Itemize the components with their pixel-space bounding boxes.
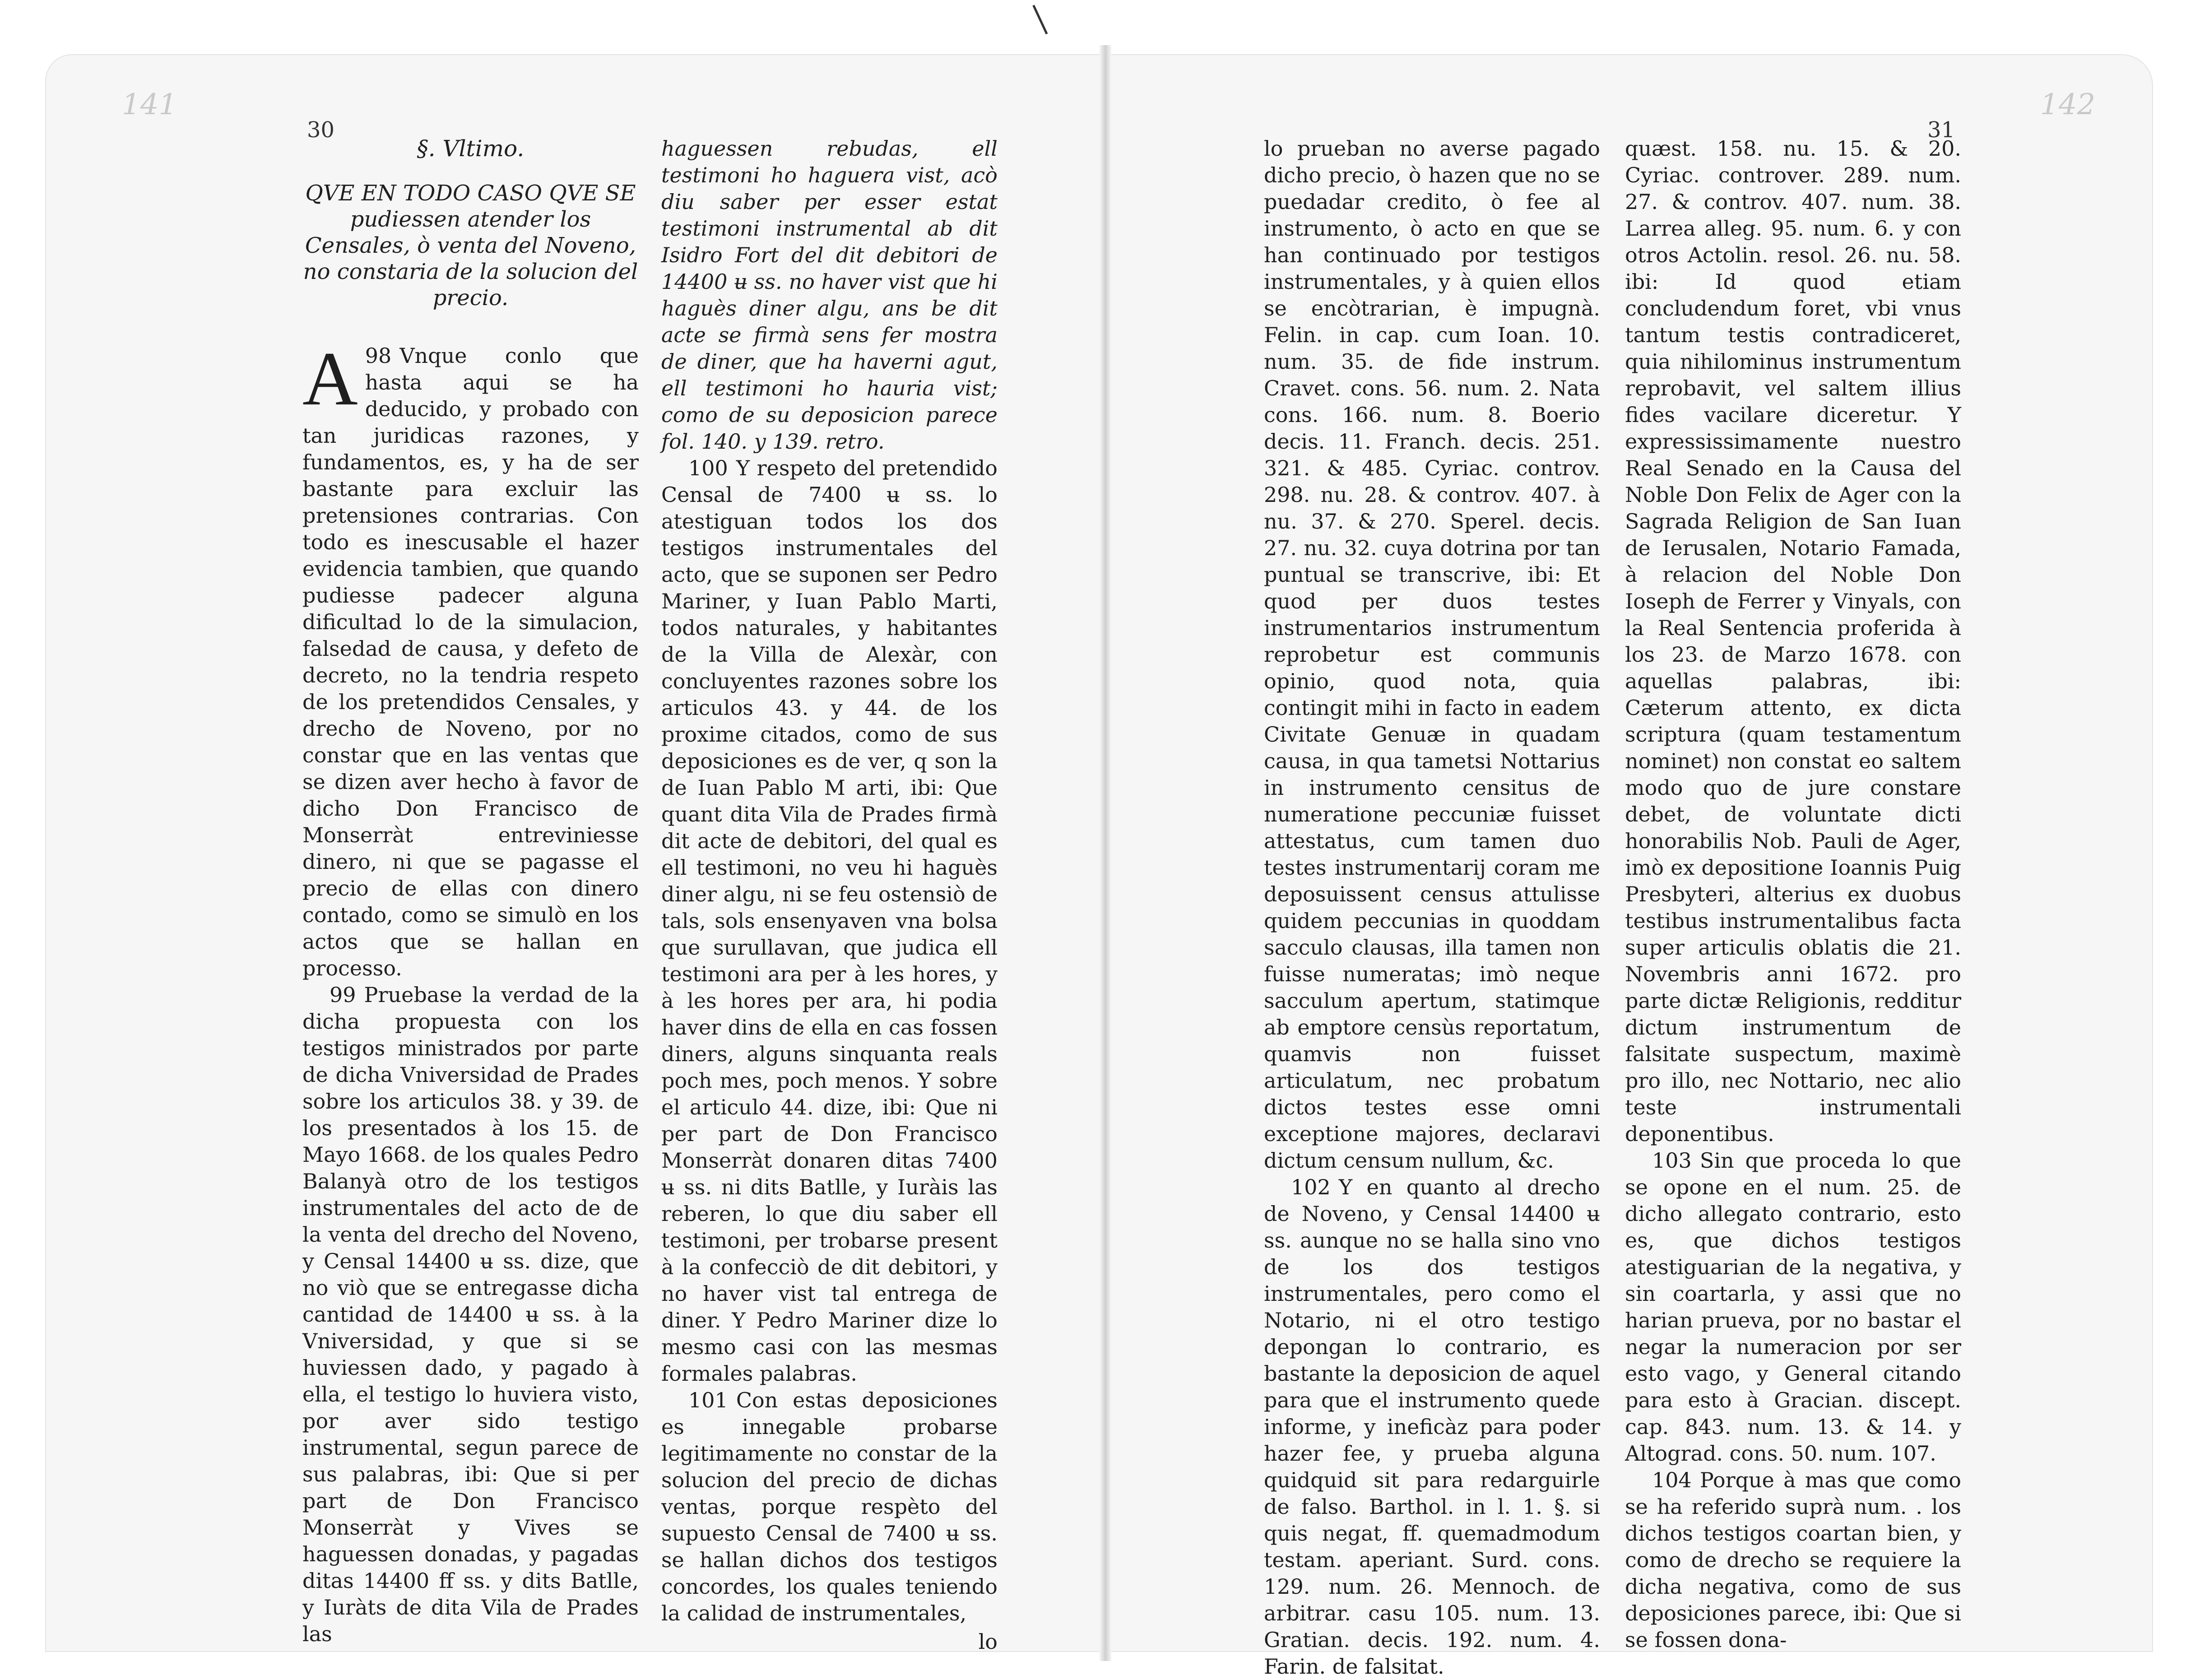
right-column-1	[1264, 135, 1600, 1680]
left-column-1	[302, 135, 639, 1648]
paragraph-101	[661, 1387, 998, 1627]
paragraph-98	[302, 336, 639, 982]
left-column-2	[661, 135, 998, 1655]
paragraph-number: 101	[688, 1388, 728, 1412]
drop-cap: A	[302, 336, 358, 421]
book-gutter	[1100, 45, 1111, 1661]
continuation-text: quæst. 158. nu. 15. & 20. Cyriac. controver. 289. num. 27. & controv. 407. num. 38. Larrea alleg. 95. num. 6. y con otros Actolin. resol. 26. nu. 58. ibi: Id quod etiam concludendum foret, vbi vnus tantum testis contradiceret, quia nihilominus instrumentum reprobavit, vel saltem illius fides vacilare diceretur. Y expressissimamente nuestro Real Senado en la Causa del Noble Don Felix de Ager con la Sagrada Religion de San Iuan de Ierusalen, Notario Famada, à relacion del Noble Don Ioseph de Ferrer y Vinyals, con la Real Sentencia proferida à los 23. de Marzo 1678. con aquellas palabras, ibi: Cæterum attento, ex dicta scriptura (quam testamentum nominet) non constat eo saltem modo quo de jure constare debet, de voluntate dicti honorabilis Nob. Pauli de Ager, imò ex depositione Ioannis Puig Presbyteri, alterius ex duobus testibus instrumentalibus facta super articulis oblatis die 21. Novembris anni 1672. pro parte dictæ Religionis, redditur dictum instrumentum de falsitate suspectum, maximè pro illo, nec Nottario, nec alio teste instrumentali deponentibus.	[1625, 136, 1961, 1146]
paragraph-text: Pruebase la verdad de la dicha propuesta con los testigos ministrados por parte de dicha Vniversidad de Prades sobre los articulos 38. y 39. de los presentados à los 15. de Mayo 1668. de los quales Pedro Balanyà otro de los testigos instrumentales del acto de de la venta del drecho del Noveno, y Censal 14400 ʉ ss. dize, que no viò que se entregasse dicha cantidad de 14400 ʉ ss. à la Vniversidad, y que si se huviessen dado, y pagado à ella, el testigo lo huviera visto, por aver sido testigo instrumental, segun parece de sus palabras, ibi: Que si per part de Don Francisco Monserràt y Vives se haguessen donadas, y pagadas ditas 14400 ff ss. y dits Batlle, y Iuràts de dita Vila de Prades las	[302, 983, 639, 1646]
continuation-text: haguessen rebudas, ell testimoni ho haguera vist, acò diu saber per esser estat testimoni instrumental ab dit Isidro Fort del dit debitori de 14400 ʉ ss. no haver vist que hi haguès diner algu, ans be dit acte se firmà sens fer mostra de diner, que ha haverni agut, ell testimoni ho hauria vist; como de su deposicion parece fol. 140. y 139. retro.	[661, 136, 998, 454]
section-heading: QVE EN TODO CASO QVE SE pudiessen atender los Censales, ò venta del Noveno, no constaria de la solucion del precio.	[303, 181, 638, 311]
pencil-folio-left: 141	[122, 88, 177, 121]
section-mark: §. Vltimo.	[417, 135, 524, 162]
page-number-right: 31	[1927, 117, 1955, 143]
paragraph-99	[302, 982, 639, 1648]
paragraph-text: Y en quanto al drecho de Noveno, y Censal 14400 ʉ ss. aunque no se halla sino vno de los dos testigos instrumentales, pero como el Notario, ni el otro testigo depongan lo contrario, es bastante la deposicion de aquel para que el instrumento quede informe, y ineficàz para poder hazer fee, y prueba alguna quidquid sit para redarguirle de falso. Barthol. in l. 1. §. si quis negat, ff. quemadmodum testam. aperiant. Surd. cons. 129. num. 26. Mennoch. de arbitrar. casu 105. num. 13. Gratian. decis. 192. num. 4. Farin. de falsitat.	[1264, 1175, 1600, 1679]
paragraph-number: 100	[688, 456, 728, 480]
paragraph-text: Y respeto del pretendido Censal de 7400 ʉ ss. lo atestiguan todos los dos testigos instrumentales del acto, que se suponen ser Pedro Mariner, y Iuan Pablo Marti, todos naturales, y habitantes de la Villa de Alexàr, con concluyentes razones sobre los articulos 43. y 44. de los proxime citados, como de sus deposiciones es de ver, q son la de Iuan Pablo M arti, ibi: Que quant dita Vila de Prades firmà dit acte de debitori, del qual es ell testimoni, no veu hi haguès diner algu, ni se feu ostensiò de tals, sols ensenyaven vna bolsa que surullavan, que judica ell testimoni ara per à les hores, y à les hores per ara, hi podia haver dins de ella en cas fossen diners, alguns sinquanta reals poch mes, poch menos. Y sobre el articulo 44. dize, ibi: Que ni per part de Don Francisco Monserràt donaren ditas 7400 ʉ ss. ni dits Batlle, y Iuràis las reberen, lo que diu saber ell testimoni, per trobarse present à la confecciò de dit debitori, y no haver vist tal entrega de diner. Y Pedro Mariner dize lo mesmo casi con las mesmas formales palabras.	[661, 456, 998, 1386]
paragraph-text: Vnque conlo que hasta aqui se ha deducido, y probado con tan juridicas razones, y fundamentos, es, y ha de ser bastante para excluir las pretensiones contrarias. Con todo es inescusable el hazer evidencia tambien, que quando pudiesse padecer alguna dificultad lo de la simulacion, falsedad de causa, y defeto de decreto, no la tendria respeto de los pretendidos Censales, y drecho de Noveno, por no constar que en las ventas que se dizen aver hecho à favor de dicho Don Francisco de Monserràt entreviniesse dinero, ni que se pagasse el precio de ellas con dinero contado, como se simulò en los actos que se hallan en processo.	[302, 343, 639, 980]
catchword: lo	[978, 1629, 998, 1654]
paragraph-number: 99	[330, 983, 356, 1007]
paragraph-number: 104	[1652, 1468, 1692, 1492]
paragraph-number: 103	[1652, 1148, 1692, 1173]
paragraph-number: 98	[365, 343, 392, 368]
pencil-folio-right: 142	[2040, 88, 2096, 121]
paragraph-text: Sin que proceda lo que se opone en el num. 25. de dicho allegato contrario, esto es, que dichos testigos atestiguarian de la negativa, y sin coartarla, y assi que no harian prueva, por no bastar el negar la numeracion por ser esto vago, y General citando para esto à Gracian. discept. cap. 843. num. 13. & 14. y Altograd. cons. 50. num. 107.	[1625, 1148, 1961, 1466]
continuation-text: lo prueban no averse pagado dicho precio, ò hazen que no se puedadar credito, ò fee al instrumento, ò acto en que se han continuado por testigos instrumentales, y à quien ellos se encòtrarian, è impugnà. Felin. in cap. cum Ioan. 10. num. 35. de fide instrum. Cravet. cons. 56. num. 2. Nata cons. 166. num. 8. Boerio decis. 11. Franch. decis. 251. 321. & 485. Cyriac. controv. 298. nu. 28. & controv. 407. à nu. 37. & 270. Sperel. decis. 27. nu. 32. cuya dotrina por tan puntual se transcrive, ibi: Et quod per duos testes instrumentarios instrumentum reprobetur est communis opinio, quod nota, quia contingit mihi in facto in eadem Civitate Genuæ in quadam causa, in qua tametsi Nottarius in instrumento censitus de numeratione peccuniæ fuisset attestatus, cum tamen duo testes instrumentarij coram me deposuissent census attulisse quidem peccunias in quoddam sacculo clausas, illa tamen non fuisse numeratas; imò neque sacculum apertum, statimque ab emptore censùs reportatum, quamvis non fuisset articulatum, nec probatum dictos testes esse omni exceptione majores, declaravi dictum censum nullum, &c.	[1264, 136, 1600, 1173]
right-column-2	[1625, 135, 1961, 1653]
paragraph-102	[1264, 1174, 1600, 1680]
paragraph-text: Porque à mas que como se ha referido suprà num. . los dichos testigos coartan bien, y como de drecho se requiere la dicha negativa, como de sus deposiciones parece, ibi: Que si se fossen dona-	[1625, 1468, 1961, 1652]
page-number-left: 30	[307, 117, 335, 143]
paragraph-103	[1625, 1147, 1961, 1467]
spine-thread-mark	[1032, 0, 1064, 34]
paragraph-number: 102	[1291, 1175, 1331, 1199]
paragraph-text: Con estas deposiciones es innegable probarse legitimamente no constar de la solucion del precio de dichas ventas, porque respèto del supuesto Censal de 7400 ʉ ss. se hallan dichos dos testigos concordes, los quales teniendo la calidad de instrumentales,	[661, 1388, 998, 1625]
paragraph-100	[661, 455, 998, 1387]
paragraph-104	[1625, 1467, 1961, 1653]
